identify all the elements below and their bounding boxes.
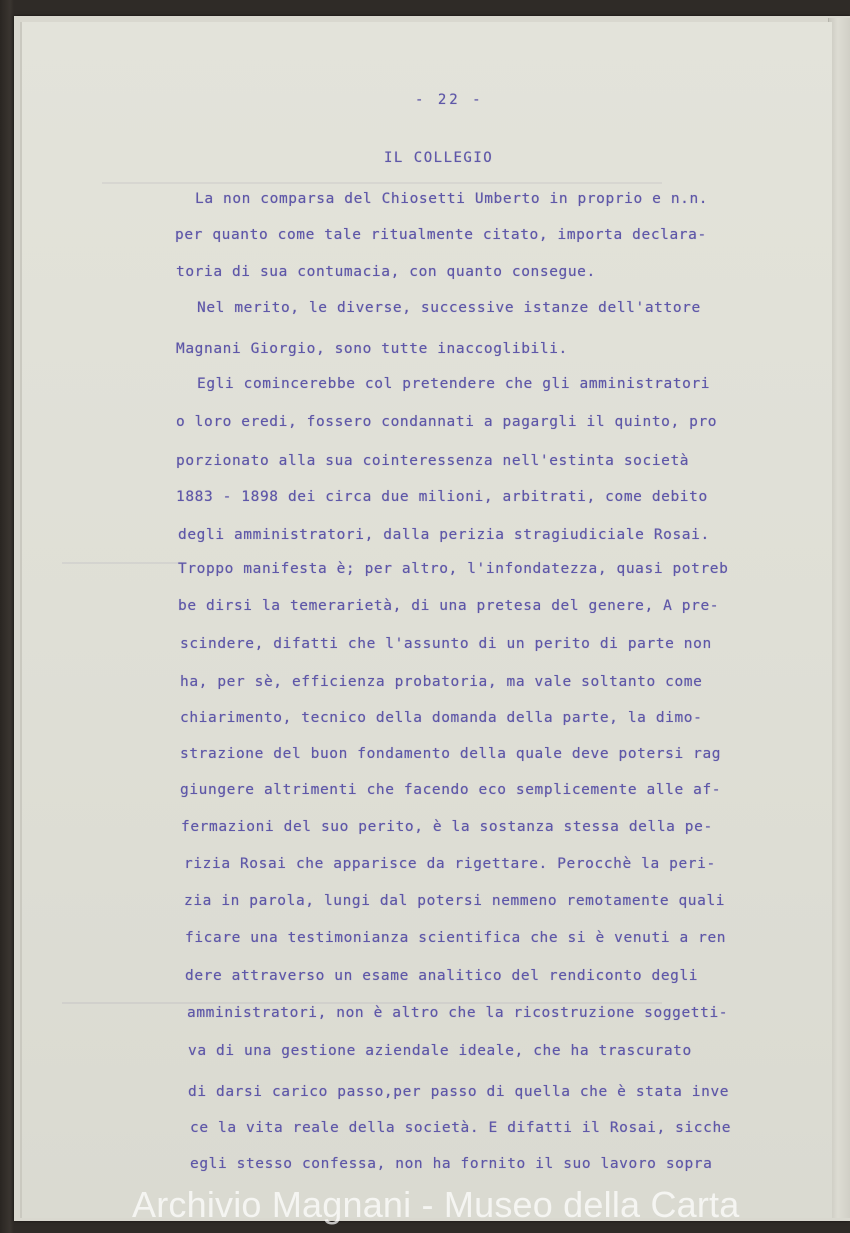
text-line: per quanto come tale ritualmente citato, importa declara- bbox=[175, 227, 707, 243]
text-line: chiarimento, tecnico della domanda della parte, la dimo- bbox=[180, 710, 703, 726]
page-number: - 22 - bbox=[415, 92, 484, 108]
text-line: strazione del buon fondamento della quale deve potersi rag bbox=[180, 746, 722, 762]
text-line: 1883 - 1898 dei circa due milioni, arbitrati, come debito bbox=[176, 489, 708, 505]
show-through-mark bbox=[62, 562, 182, 564]
text-line: va di una gestione aziendale ideale, che ha trascurato bbox=[188, 1043, 692, 1059]
show-through-mark bbox=[62, 1002, 662, 1004]
text-line: di darsi carico passo,per passo di quella che è stata inve bbox=[188, 1084, 730, 1100]
archive-watermark: Archivio Magnani - Museo della Carta bbox=[132, 1184, 740, 1225]
text-line: ha, per sè, efficienza probatoria, ma vale soltanto come bbox=[180, 674, 703, 690]
text-line: Egli comincerebbe col pretendere che gli amministratori bbox=[197, 376, 711, 392]
text-line: dere attraverso un esame analitico del rendiconto degli bbox=[185, 968, 699, 984]
text-line: toria di sua contumacia, con quanto consegue. bbox=[176, 264, 596, 280]
text-line: rizia Rosai che apparisce da rigettare. Perocchè la peri- bbox=[184, 856, 716, 872]
text-line: scindere, difatti che l'assunto di un perito di parte non bbox=[180, 636, 712, 652]
text-line: La non comparsa del Chiosetti Umberto in proprio e n.n. bbox=[195, 191, 709, 207]
text-line: Nel merito, le diverse, successive istanze dell'attore bbox=[197, 300, 701, 316]
show-through-mark bbox=[102, 182, 662, 184]
text-line: ce la vita reale della società. E difatti il Rosai, sicche bbox=[190, 1120, 732, 1136]
text-line: porzionato alla sua cointeressenza nell'estinta società bbox=[176, 453, 690, 469]
text-line: egli stesso confessa, non ha fornito il suo lavoro sopra bbox=[190, 1156, 713, 1172]
text-line: be dirsi la temerarietà, di una pretesa del genere, A pre- bbox=[178, 598, 720, 614]
text-line: Magnani Giorgio, sono tutte inaccoglibili. bbox=[176, 341, 568, 357]
text-line: o loro eredi, fossero condannati a pagargli il quinto, pro bbox=[176, 414, 718, 430]
text-line: giungere altrimenti che facendo eco semplicemente alle af- bbox=[180, 782, 722, 798]
text-line: zia in parola, lungi dal potersi nemmeno remotamente quali bbox=[184, 893, 726, 909]
text-line: amministratori, non è altro che la ricostruzione soggetti- bbox=[187, 1005, 729, 1021]
text-line: fermazioni del suo perito, è la sostanza stessa della pe- bbox=[181, 819, 713, 835]
text-line: degli amministratori, dalla perizia stragiudiciale Rosai. bbox=[178, 527, 710, 543]
text-line: ficare una testimonianza scientifica che si è venuti a ren bbox=[185, 930, 727, 946]
section-title: IL COLLEGIO bbox=[384, 150, 494, 166]
text-line: Troppo manifesta è; per altro, l'infondatezza, quasi potreb bbox=[178, 561, 729, 577]
